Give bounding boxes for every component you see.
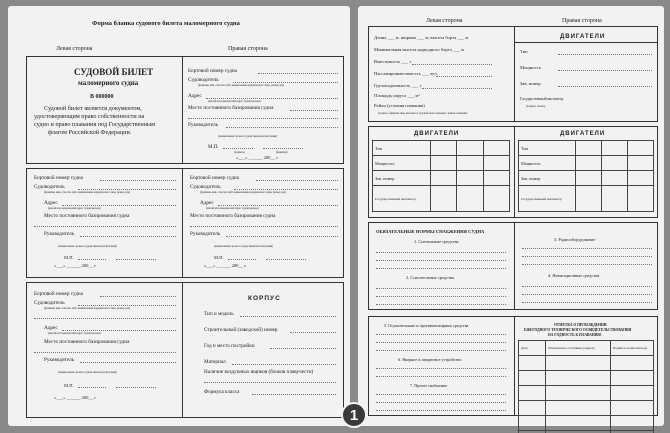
right-side-label: Правая сторона [228,46,268,52]
owner-hint-4: (фамилия, имя, отчество либо наименование юридического лица, (номер для) [44,307,130,310]
engine-table-type-2: Тип [519,141,576,156]
date-line: «___» ______ 200__ г. [236,155,279,160]
home-port-label-4: Место постоянного базирования судна [44,339,130,345]
sail-area-label: Площадь паруса ___ м² [374,93,420,98]
address-hint-4: (жилой или юридический адрес судовладельца) [48,332,101,335]
engine-table-serial-2: Зав. номер [519,171,576,186]
engine-serial-label: Зав. номер [520,81,541,86]
engine-table-power-2: Мощность [519,156,576,171]
area-label: Район (условия плавания) [374,103,425,108]
head-hint-2: (наименование органа государственной регистрации) [58,245,118,248]
freeboard-label: Минимальная высота надводного борта ___ м [374,47,464,52]
address-label-4: Адрес [44,325,58,331]
head-hint-3: (наименование органа государственной регистрации) [214,245,274,248]
owner-label: Судоводитель [188,77,219,83]
owner-label-2: Судоводитель [34,184,65,190]
owner-hint-2: (фамилия, имя, отчество либо наименование юридического лица, (номер для) [44,191,130,194]
engine-table-inspector: Государственный инспектор [373,186,431,212]
board-number-label-3: Бортовой номер судна [190,175,239,181]
capacity-label: Вместимость ___ т [374,59,412,64]
owner-hint-3: (фамилия, имя, отчество либо наименование юридического лица, (номер для) [200,191,286,194]
norms-item-4: 4. Навигационные средства [548,273,600,278]
home-port-label-2: Место постоянного базирования судна [44,213,130,219]
hull-class-formula-label: Формула класса [204,389,240,395]
head-label-4: Руководитель [44,357,75,363]
address-hint-2: (жилой или юридический адрес судовладельца) [48,207,101,210]
home-port-label: Место постоянного базирования судна [188,105,274,111]
norms-item-7: 7. Прочее снабжение [410,383,448,388]
engine-table-inspector-2: Государственный инспектор [519,186,576,212]
owner-label-4: Судоводитель [34,300,65,306]
home-port-label-3: Место постоянного базирования судна [190,213,276,219]
norms-item-3: 3. Радиооборудование [554,237,596,242]
owner-label-3: Судоводитель [190,184,221,190]
engine-table-type: Тип [373,141,431,156]
engine-inspector-label: Государственный инспектор [520,97,564,101]
head-label: Руководитель [188,122,219,128]
length-label: Длина ___ м, ширина ___ м, высота борта ___ м [374,35,469,40]
survey-heading-2: ЕЖЕГОДНОГО ТЕХНИЧЕСКОГО ОСВИДЕТЕЛЬСТВОВАНИЯ [524,328,632,332]
date-line-3: «___» ______ 200__ г. [204,263,247,268]
right-page-right-side-label: Правая сторона [562,18,602,24]
right-page [358,6,664,426]
norms-item-6: 6. Якорное и швартовое устройство [398,357,462,362]
engine-table-power: Мощность [373,156,431,171]
hull-heading: КОРПУС [248,295,281,302]
board-number-label-2: Бортовой номер судна [34,175,83,181]
ticket-text-4: флагом Российской Федерации. [48,129,132,136]
engines-table-left [372,140,510,212]
sign-hint: (подпись) [234,151,245,154]
head-label-3: Руководитель [190,231,221,237]
ticket-inner-frame [26,168,344,278]
engines-heading-left: ДВИГАТЕЛИ [414,131,460,137]
norms-heading: ОБЯЗАТЕЛЬНЫЕ НОРМЫ СНАБЖЕНИЯ СУДНА [376,229,485,234]
owner-hint: (фамилия, имя, отчество либо наименование юридического лица, (номер для) [198,84,284,87]
engine-table-serial: Зав. номер [373,171,431,186]
ticket-text-1: Судовой билет является документом, [44,105,142,112]
hull-type-label: Тип и модель [204,311,234,317]
address-label-3: Адрес [200,200,214,206]
area-sign-hint: (подпись, фамилия лица, внесшего в судовой билет сведения о районе плавания) [378,112,468,115]
survey-heading-3: НА ГОДНОСТЬ К ПЛАВАНИЮ [548,333,602,337]
form-title: Форма бланка судового билета маломерного судна [92,20,240,27]
survey-col-state: Техническое состояние (годное) [546,341,611,356]
address-hint: (жилой или юридический адрес судовладельца) [208,100,261,103]
ticket-series: В 000000 [90,94,114,100]
load-label: Грузоподъемность ___ т [374,83,422,88]
mp-label-4: М.П. [64,383,74,388]
survey-heading-1: ОТМЕТКА О ПРОХОЖДЕНИИ [554,323,607,327]
norms-item-2: 2. Спасательные средства [406,275,454,280]
engines-heading-right: ДВИГАТЕЛИ [560,131,606,137]
address-label: Адрес [188,93,202,99]
survey-col-date: Дата [519,341,546,356]
mp-label-3: М.П. [214,255,224,260]
norms-item-5: 5. Осушительные и противопожарные средства [384,323,469,328]
name-hint: (фамилия) [276,151,288,154]
board-number-label: Бортовой номер судна [188,68,237,74]
head-label-2: Руководитель [44,231,75,237]
mp-label: М.П. [208,145,219,150]
left-page [8,6,350,426]
hull-air-volume-label: Наличие воздушных ящиков (блоков плавучести) [204,369,314,375]
mp-label-2: М.П. [64,255,74,260]
date-line-2: «___» ______ 200__ г. [54,263,97,268]
passengers-label: Пассажировместимость ___ чел. [374,71,438,76]
address-label-2: Адрес [44,200,58,206]
engine-inspector-hint: (подпись, печать) [526,105,546,108]
survey-table [518,340,654,433]
ticket-heading: СУДОВОЙ БИЛЕТ [74,67,154,77]
head-hint-4: (наименование органа государственной регистрации) [58,371,118,374]
hull-factory-number-label: Строительный (заводской) номер [204,327,278,333]
left-side-label: Левая сторона [56,46,93,52]
engine-power-label: Мощность [520,65,541,70]
ticket-text-2: удостоверяющим право собственности на [34,113,145,120]
right-page-left-side-label: Левая сторона [426,18,463,24]
survey-col-sign: Подпись госинспектора [610,341,653,356]
ticket-text-3: судно и право плавания под Государственным [34,121,156,128]
head-hint: (наименование органа государственной регистрации) [218,135,278,138]
hull-material-label: Материал [204,359,226,365]
engines-heading-top: ДВИГАТЕЛИ [560,34,606,40]
engine-type-label: Тип [520,49,528,54]
address-hint-3: (жилой или юридический адрес судовладельца) [206,207,259,210]
norms-item-1: 1. Сигнальные средства [414,239,459,244]
date-line-4: «___» ______ 200__ г. [54,395,97,400]
engines-table-right [518,140,654,212]
board-number-label-4: Бортовой номер судна [34,291,83,297]
hull-year-label: Год и место постройки [204,343,255,349]
ticket-subheading: маломерного судна [78,79,139,87]
figure-number-badge: 1 [341,402,367,428]
